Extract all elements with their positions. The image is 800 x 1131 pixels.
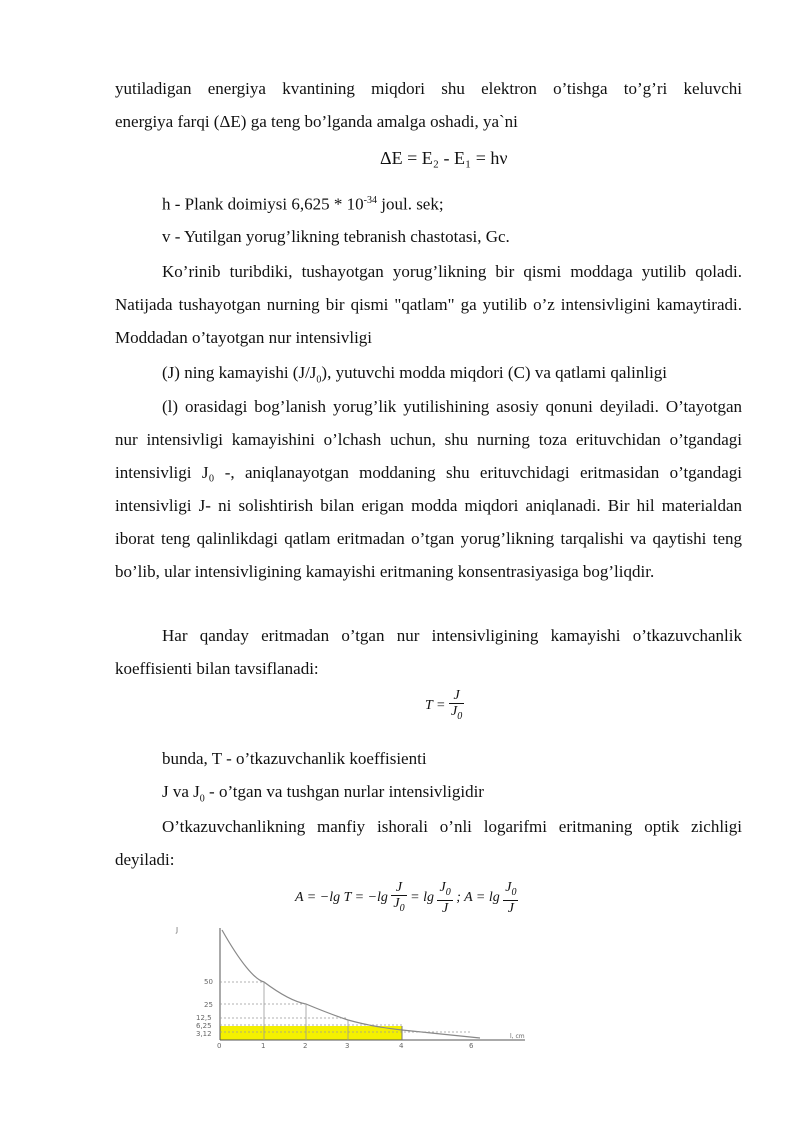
formula-a-frac2-num-text: J — [439, 880, 446, 895]
formula-a-frac3-num — [503, 880, 518, 901]
x-tick-1: 1 — [261, 1042, 266, 1050]
y-tick-6: 6,25 — [196, 1022, 212, 1030]
absorption-decay-graph — [170, 922, 570, 1052]
formula-a-frac2-den: J — [441, 900, 449, 916]
j-j0-sub: 0 — [199, 793, 205, 805]
y-tick-25: 25 — [204, 1001, 213, 1009]
para1-line1: yutiladigan energiya kvantining miqdori shu elektron o’tishga to’g’ri keluvchi — [115, 79, 742, 98]
planck-unit: joul. sek; — [377, 194, 444, 214]
formula-a-frac1-den-sub: 0 — [399, 902, 405, 914]
formula-a-frac3-num-sub: 0 — [511, 886, 517, 898]
formula-t-den — [449, 704, 464, 724]
para1-line2: energiya farqi (ΔE) ga teng bo’lganda amalga oshadi, ya`ni — [115, 112, 518, 131]
intensity-sub: 0 — [316, 374, 322, 386]
formula-a-frac3-den: J — [507, 900, 514, 916]
formula-a-frac2 — [437, 880, 452, 916]
formula-a-frac2-num — [437, 880, 452, 901]
frequency-line: v - Yutilgan yorug’likning tebranish chastotasi, Gc. — [162, 227, 510, 246]
para5: O’tkazuvchanlikning manfiy ishorali o’nli logarifmi eritmaning optik zichligi deyiladi: — [115, 817, 742, 869]
formula-a-frac1-den — [391, 896, 406, 916]
y-axis-label: J — [176, 926, 179, 934]
formula-a-frac1 — [391, 880, 406, 916]
formula-delta-e: ΔE = E₂ - E₁ = hν — [380, 148, 508, 168]
planck-exponent: -34 — [363, 195, 377, 206]
formula-t-num: J — [449, 688, 464, 704]
formula-t-lhs: T = — [425, 698, 446, 714]
intensity-text-end: ), yutuvchi modda miqdori (C) va qatlami qalinligi — [321, 363, 668, 382]
planck-text: h - Plank doimiysi 6,625 * 10 — [162, 194, 364, 214]
highlight-band — [220, 1026, 402, 1040]
planck-line — [162, 184, 444, 221]
formula-a-part3: ; A = lg — [456, 890, 500, 906]
formula-transmittance — [425, 688, 464, 724]
para2: Ko’rinib turibdiki, tushayotgan yorug’likning bir qismi moddaga yutilib qoladi. Natijada tushayotgan nurning bir qismi "qatlam" ga yutilib o’z intensivligini kamaytiradi. Moddadan o’tayotgan nur intensivligi — [115, 262, 742, 347]
formula-optical-density — [295, 880, 518, 916]
formula-t-den-sub: 0 — [457, 710, 463, 722]
intensity-text: (J) ning kamayishi (J/J — [162, 363, 317, 382]
y-tick-50: 50 — [204, 978, 213, 986]
formula-a-frac2-num-sub: 0 — [445, 886, 451, 898]
bunda-line: bunda, T - o’tkazuvchanlik koeffisienti — [162, 749, 427, 768]
j-j0-text-end: - o’tgan va tushgan nurlar intensivligidir — [204, 782, 484, 801]
para3: (l) orasidagi bog’lanish yorug’lik yutilishining asosiy qonuni deyiladi. O’tayotgan nur intensivligi kamayishini o’lchash uchun, shu nurning toza erituvchidan o’tgandagi intensivligi J₀ -, aniqlanayotgan moddaning shu erituvchidagi eritmasidan o’tgandagi intensivligi J- ni solishtirish bilan erigan modda miqdori aniqlanadi. Bir hil materialdan iborat teng qalinlikdagi qatlam eritmadan o’tgan yorug’likning tarqalishi va qaytishi teng bo’lib, ular intensivligining kamayishi eritmaning konsentrasiyasiga bog’liqdir. — [115, 397, 742, 581]
formula-a-frac1-num: J — [391, 880, 406, 896]
decay-curve — [222, 930, 480, 1038]
formula-t-fraction — [449, 688, 464, 724]
para4: Har qanday eritmadan o’tgan nur intensivligining kamayishi o’tkazuvchanlik koeffisienti bilan tavsiflanadi: — [115, 626, 742, 678]
formula-a-part2: = lg — [410, 890, 434, 906]
x-tick-6: 6 — [469, 1042, 474, 1050]
y-tick-12: 12,5 — [196, 1014, 212, 1022]
formula-a-frac3 — [503, 880, 518, 916]
formula-a-frac3-num-text: J — [505, 880, 512, 895]
x-tick-4: 4 — [399, 1042, 404, 1050]
x-tick-0: 0 — [217, 1042, 222, 1050]
formula-a-part1: A = −lg T = −lg — [295, 890, 388, 906]
formula-t-den-text: J — [450, 704, 458, 719]
x-tick-3: 3 — [345, 1042, 350, 1050]
j-j0-text: J va J — [162, 782, 200, 801]
y-tick-3: 3,12 — [196, 1030, 212, 1038]
x-axis-label: l, cm — [510, 1033, 525, 1040]
x-tick-2: 2 — [303, 1042, 308, 1050]
formula-a-frac1-den-text: J — [393, 896, 400, 911]
